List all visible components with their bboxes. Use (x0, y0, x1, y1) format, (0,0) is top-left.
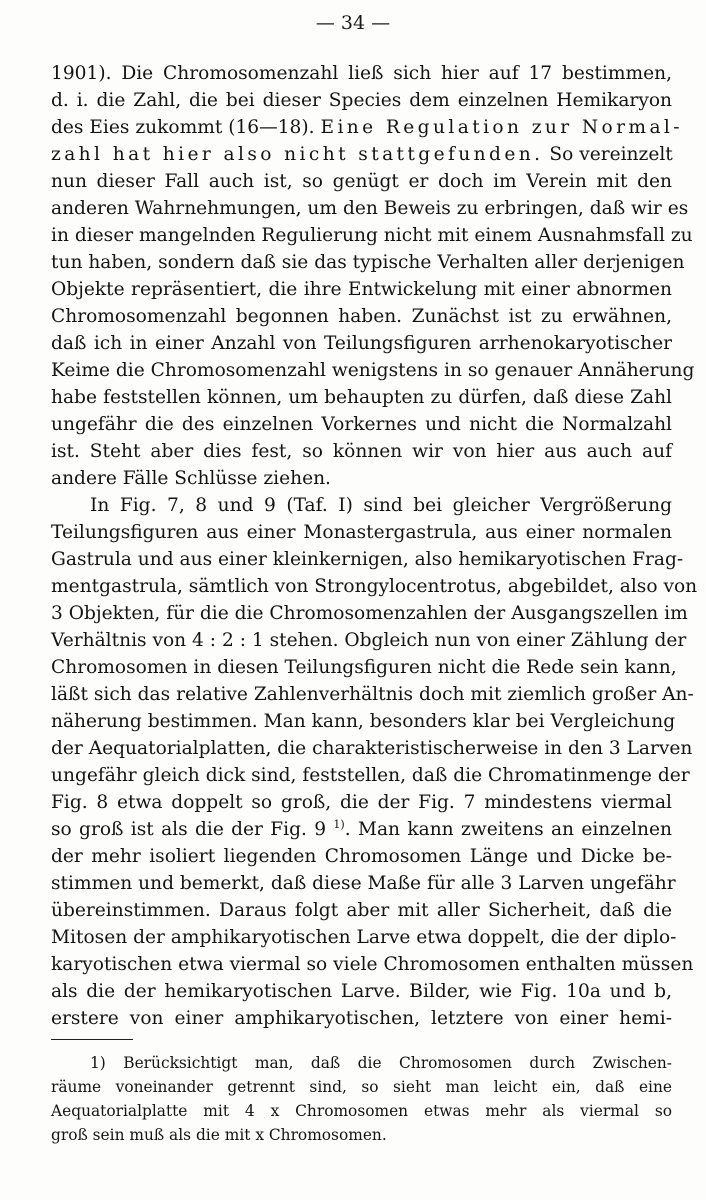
footnote-line: groß sein muß als die mit x Chromosomen. (51, 1126, 387, 1144)
text-line: karyotischen etwa viermal so viele Chromosomen enthalten müssen (51, 954, 694, 975)
text-line: tun haben, sondern daß sie das typische Verhalten aller derjenigen (51, 252, 685, 273)
text-line: Verhältnis von 4 : 2 : 1 stehen. Obgleich nun von einer Zählung der (51, 630, 687, 651)
text-line: habe feststellen können, um behaupten zu dürfen, daß diese Zahl (51, 387, 672, 408)
text-line: andere Fälle Schlüsse ziehen. (51, 468, 331, 489)
text-line (51, 818, 672, 842)
text-line: ungefähr gleich dick sind, feststellen, daß die Chromatinmenge der (51, 765, 690, 786)
text-line: Chromosomenzahl begonnen haben. Zunächst ist zu erwähnen, (51, 306, 672, 327)
text-fragment: des Eies zukommt (16—18). (51, 117, 315, 138)
text-fragment: So vereinzelt (549, 144, 673, 165)
footnote-line: 1) Berücksichtigt man, daß die Chromosomen durch Zwischen- (90, 1054, 672, 1072)
footnote-line: Aequatorialplatte mit 4 x Chromosomen etwas mehr als viermal so (51, 1102, 672, 1120)
text-line: d. i. die Zahl, die bei dieser Species dem einzelnen Hemikaryon (51, 90, 672, 111)
text-line: übereinstimmen. Daraus folgt aber mit aller Sicherheit, daß die (51, 900, 672, 921)
text-line: Objekte repräsentiert, die ihre Entwickelung mit einer abnormen (51, 279, 672, 300)
text-fragment: so groß ist als die der Fig. 9 (51, 819, 327, 840)
text-line: läßt sich das relative Zahlenverhältnis doch mit ziemlich großer An- (51, 684, 694, 705)
text-line: erstere von einer amphikaryotischen, letztere von einer hemi- (51, 1008, 672, 1029)
text-line: nun dieser Fall auch ist, so genügt er doch im Verein mit den (51, 171, 672, 192)
text-line: ist. Steht aber dies fest, so können wir von hier aus auch auf (51, 441, 672, 462)
text-line: Keime die Chromosomenzahl wenigstens in so genauer Annäherung (51, 360, 695, 381)
text-line (51, 143, 672, 167)
text-line: ungefähr die des einzelnen Vorkernes und nicht die Normalzahl (51, 414, 672, 435)
text-line: als die der hemikaryotischen Larve. Bilder, wie Fig. 10a und b, (51, 981, 672, 1002)
text-line: stimmen und bemerkt, daß diese Maße für alle 3 Larven ungefähr (51, 873, 676, 894)
text-line: in dieser mangelnden Regulierung nicht mit einem Ausnahmsfall zu (51, 225, 693, 246)
text-line: der Aequatorialplatten, die charakteristischerweise in den 3 Larven (51, 738, 693, 759)
emphasis-text: zahl hat hier also nicht stattgefunden. (51, 144, 544, 165)
text-fragment: . Man kann zweitens an einzelnen (344, 819, 672, 840)
text-line: Mitosen der amphikaryotischen Larve etwa doppelt, die der diplo- (51, 927, 677, 948)
text-line: mentgastrula, sämtlich von Strongylocentrotus, abgebildet, also von (51, 576, 698, 597)
page-number: — 34 — (315, 12, 391, 34)
text-line: Gastrula und aus einer kleinkernigen, also hemikaryotischen Frag- (51, 549, 684, 570)
text-line: Fig. 8 etwa doppelt so groß, die der Fig. 7 mindestens viermal (51, 792, 672, 813)
paragraph-first-line: In Fig. 7, 8 und 9 (Taf. I) sind bei gleicher Vergrößerung (90, 495, 672, 516)
footnote-marker: 1) (333, 818, 345, 831)
text-line: Chromosomen in diesen Teilungsfiguren nicht die Rede sein kann, (51, 657, 677, 678)
footnote-line: räume voneinander getrennt sind, so sieht man leicht ein, daß eine (51, 1078, 672, 1096)
footnote-rule (51, 1039, 133, 1040)
text-line: Teilungsfiguren aus einer Monastergastrula, aus einer normalen (51, 522, 672, 543)
text-line: anderen Wahrnehmungen, um den Beweis zu erbringen, daß wir es (51, 198, 689, 219)
text-line: 3 Objekten, für die die Chromosomenzahlen der Ausgangszellen im (51, 603, 688, 624)
text-line: der mehr isoliert liegenden Chromosomen Länge und Dicke be- (51, 846, 672, 867)
text-line: 1901). Die Chromosomenzahl ließ sich hier auf 17 bestimmen, (51, 63, 672, 84)
text-line (51, 116, 683, 140)
text-line: daß ich in einer Anzahl von Teilungsfiguren arrhenokaryotischer (51, 333, 672, 354)
text-line: näherung bestimmen. Man kann, besonders klar bei Vergleichung (51, 711, 676, 732)
emphasis-text: Eine Regulation zur Normal- (320, 117, 683, 138)
